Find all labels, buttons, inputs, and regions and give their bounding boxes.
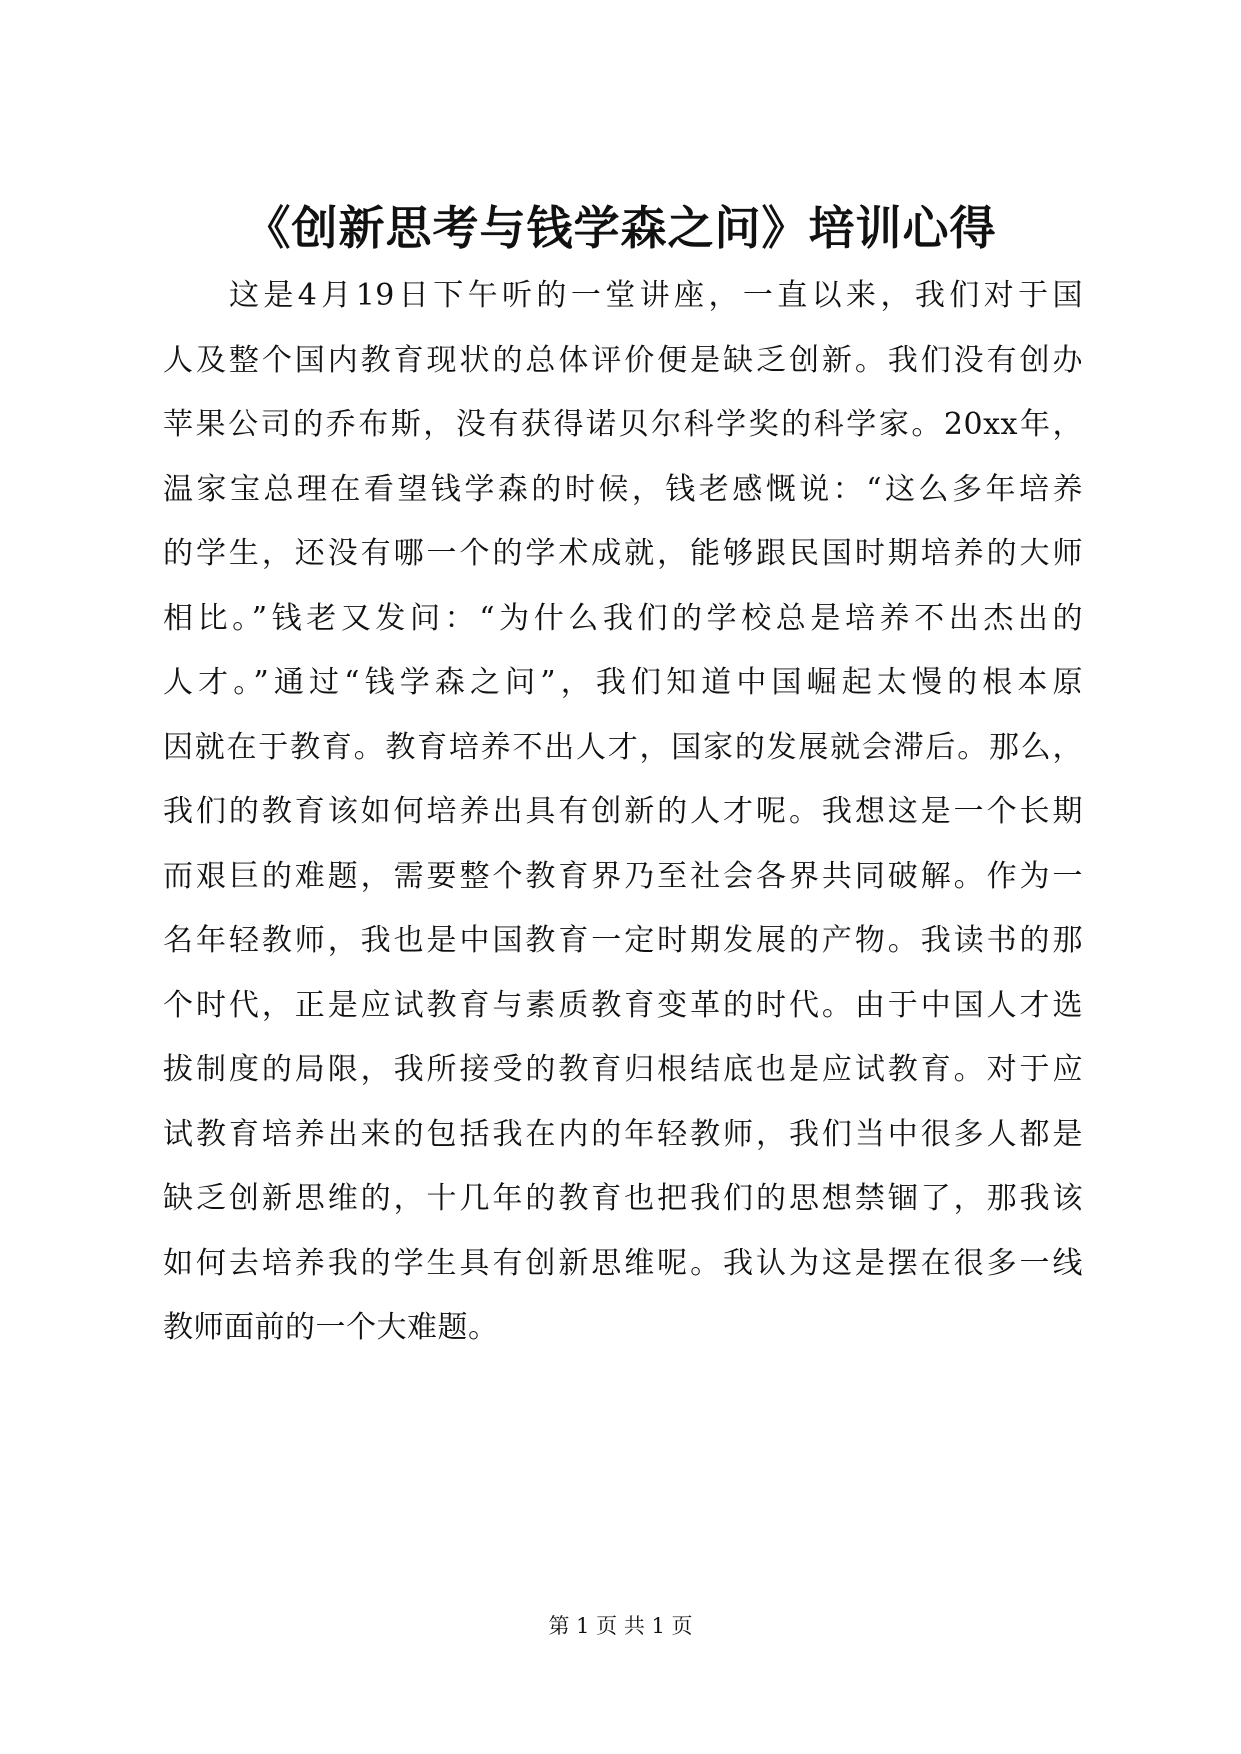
body-line: 人及整个国内教育现状的总体评价便是缺乏创新。我们没有创办 [163, 342, 1083, 378]
body-line: 因就在于教育。教育培养不出人才，国家的发展就会滞后。那么， [163, 729, 1083, 765]
body-line: 温家宝总理在看望钱学森的时候，钱老感慨说：“这么多年培养 [163, 471, 1083, 507]
page-number-footer: 第 1 页 共 1 页 [548, 1614, 693, 1638]
body-line: 相比。”钱老又发问：“为什么我们的学校总是培养不出杰出的 [163, 600, 1083, 636]
body-line: 人才。”通过“钱学森之问”，我们知道中国崛起太慢的根本原 [163, 665, 1083, 700]
body-line: 苹果公司的乔布斯，没有获得诺贝尔科学奖的科学家。20xx年， [163, 407, 1083, 442]
body-line: 拔制度的局限，我所接受的教育归根结底也是应试教育。对于应 [163, 1052, 1083, 1087]
body-line: 个时代，正是应试教育与素质教育变革的时代。由于中国人才选 [163, 987, 1083, 1023]
body-line: 而艰巨的难题，需要整个教育界乃至社会各界共同破解。作为一 [163, 858, 1083, 894]
body-line: 如何去培养我的学生具有创新思维呢。我认为这是摆在很多一线 [163, 1245, 1083, 1281]
body-line: 我们的教育该如何培养出具有创新的人才呢。我想这是一个长期 [163, 794, 1083, 829]
body-line: 名年轻教师，我也是中国教育一定时期发展的产物。我读书的那 [163, 923, 1083, 958]
body-line: 这是4月19日下午听的一堂讲座，一直以来，我们对于国 [229, 278, 1083, 313]
body-line: 缺乏创新思维的，十几年的教育也把我们的思想禁锢了，那我该 [163, 1181, 1083, 1216]
document-body [163, 264, 1083, 1361]
body-line: 教师面前的一个大难题。 [163, 1310, 499, 1345]
body-line: 的学生，还没有哪一个的学术成就，能够跟民国时期培养的大师 [163, 536, 1083, 571]
body-line: 试教育培养出来的包括我在内的年轻教师，我们当中很多人都是 [163, 1116, 1083, 1152]
document-title: 《创新思考与钱学森之问》培训心得 [244, 201, 997, 255]
